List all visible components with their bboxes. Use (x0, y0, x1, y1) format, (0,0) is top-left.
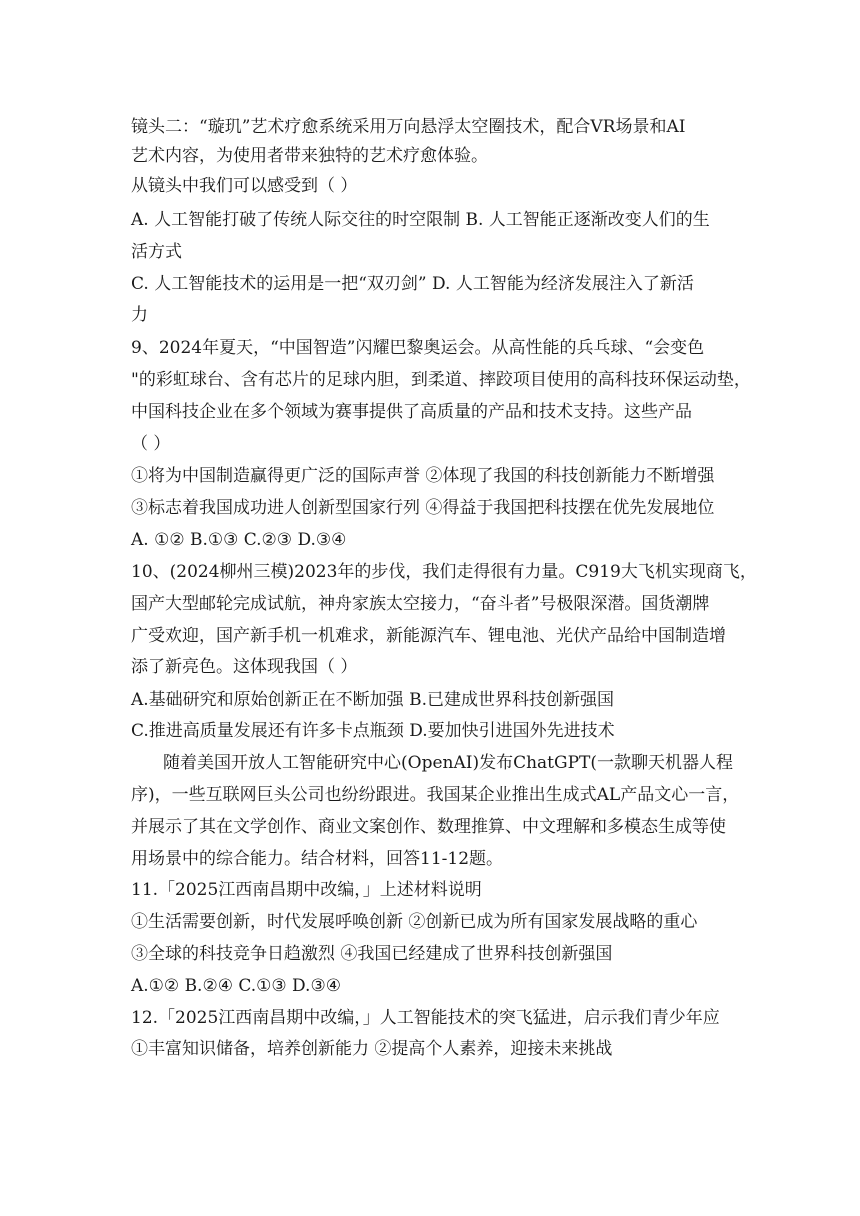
text-line: 国产大型邮轮完成试航，神舟家族太空接力，“奋斗者”号极限深潜。国货潮牌 (131, 594, 710, 614)
option-line: C.推进高质量发展还有许多卡点瓶颈 D.要加快引进国外先进技术 (131, 721, 615, 741)
question-11: 11.「2025江西南昌期中改编，」上述材料说明 (131, 880, 482, 900)
option-line: A.基础研究和原始创新正在不断加强 B.已建成世界科技创新强国 (131, 690, 614, 710)
answer-choices: A.①② B.②④ C.①③ D.③④ (131, 976, 341, 996)
question-9: 9、2024年夏天，“中国智造”闪耀巴黎奥运会。从高性能的兵乓球、“会变色 (131, 338, 705, 358)
option-line: ①生活需要创新，时代发展呼唤创新 ②创新已成为所有国家发展战略的重心 (131, 912, 698, 932)
text-line: 广受欢迎，国产新手机一机难求，新能源汽车、锂电池、光伏产品给中国制造增 (131, 626, 726, 646)
text-line: 镜头二：“璇玑”艺术疗愈系统采用万向悬浮太空圈技术，配合VR场景和AI (131, 117, 686, 137)
answer-blank: （ ） (131, 434, 171, 454)
text-line: 序)，一些互联网巨头公司也纷纷跟进。我国某企业推出生成式AL产品文心一言， (131, 785, 740, 805)
text-line: 并展示了其在文学创作、商业文案创作、数理推算、中文理解和多模态生成等使 (131, 817, 726, 837)
option-line: ①丰富知识储备，培养创新能力 ②提高个人素养，迎接未来挑战 (131, 1039, 613, 1059)
option-line: 活方式 (131, 242, 182, 262)
text-line: "的彩虹球台、含有芯片的足球内胆，到柔道、摔跤项目使用的高科技环保运动垫， (131, 370, 751, 390)
text-line: 添了新亮色。这体现我国（ ） (131, 657, 358, 677)
material-paragraph: 随着美国开放人工智能研究中心(OpenAI)发布ChatGPT(一款聊天机器人程 (163, 753, 733, 773)
option-line: ③全球的科技竞争日趋激烈 ④我国已经建成了世界科技创新强国 (131, 944, 613, 964)
option-line: 力 (131, 305, 148, 325)
text-line: 中国科技企业在多个领域为赛事提供了高质量的产品和技术支持。这些产品 (131, 402, 692, 422)
answer-choices: A. ①② B.①③ C.②③ D.③④ (131, 530, 347, 550)
question-stem: 从镜头中我们可以感受到（ ） (131, 176, 358, 196)
option-line: A. 人工智能打破了传统人际交往的时空限制 B. 人工智能正逐渐改变人们的生 (131, 210, 710, 230)
option-line: C. 人工智能技术的运用是一把“双刃剑” D. 人工智能为经济发展注入了新活 (131, 274, 694, 294)
question-10: 10、(2024柳州三模)2023年的步伐，我们走得很有力量。C919大飞机实现商飞， (131, 562, 757, 582)
text-line: 用场景中的综合能力。结合材料，回答11-12题。 (131, 849, 504, 869)
question-12: 12.「2025江西南昌期中改编，」人工智能技术的突飞猛进，启示我们青少年应 (131, 1008, 720, 1028)
text-line: 艺术内容，为使用者带来独特的艺术疗愈体验。 (131, 146, 488, 166)
option-line: ③标志着我国成功进人创新型国家行列 ④得益于我国把科技摆在优先发展地位 (131, 498, 715, 518)
option-line: ①将为中国制造赢得更广泛的国际声誉 ②体现了我国的科技创新能力不断增强 (131, 466, 715, 486)
